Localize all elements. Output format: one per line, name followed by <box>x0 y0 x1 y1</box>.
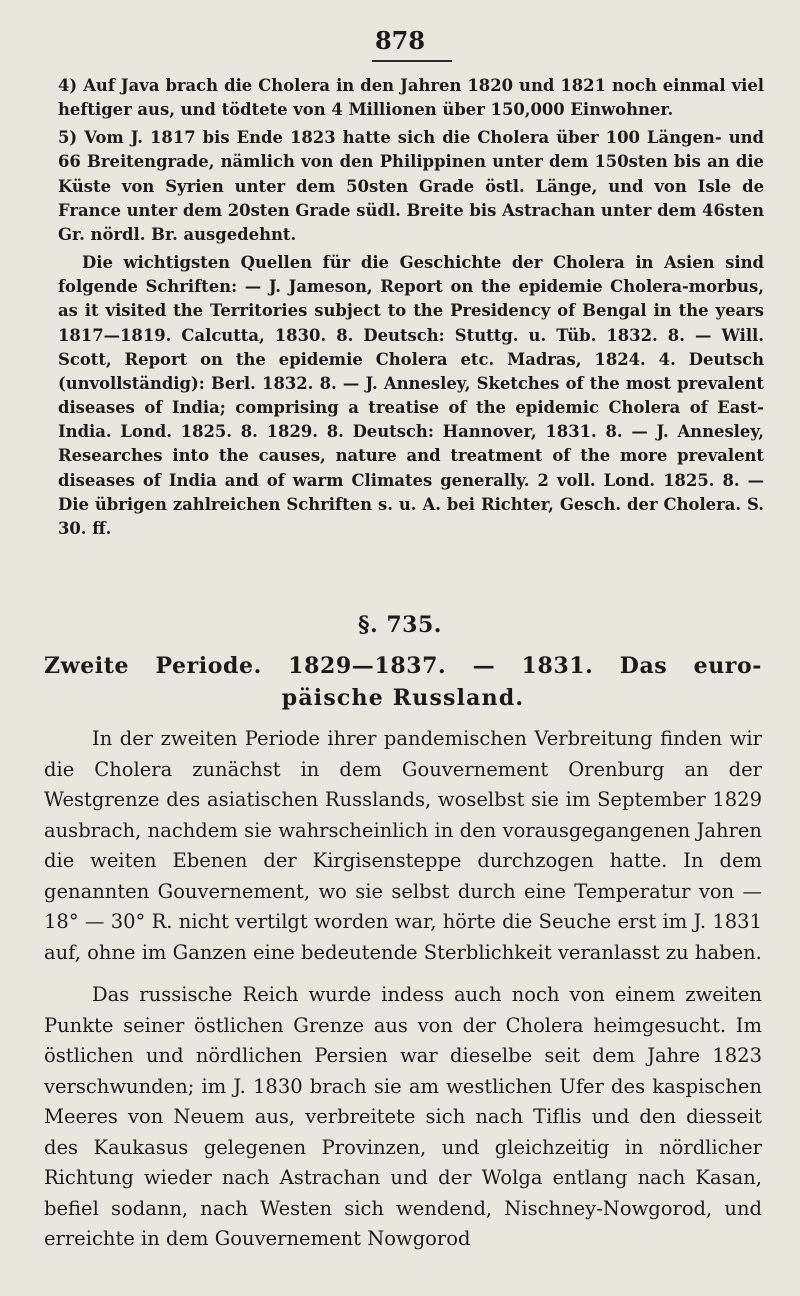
section-number: §. 735. <box>358 612 442 638</box>
footnote-5 <box>58 126 764 247</box>
page-number-rule <box>372 60 452 62</box>
footnote-text: Auf Java brach die Cholera in den Jahren 1820 und 1821 noch einmal viel heftiger aus, und tödtete von 4 Millionen über 150,000 Einwohner. <box>58 76 764 120</box>
footnote-number: 5) <box>58 128 78 148</box>
footnote-4 <box>58 74 764 122</box>
page-number: 878 <box>374 26 426 55</box>
section-title-line-2: päische Russland. <box>281 685 525 711</box>
footnotes <box>58 74 764 541</box>
footnote-number: 4) <box>58 76 78 95</box>
sources-note: Die wichtigsten Quellen für die Geschichte der Cholera in Asien sind folgende Schriften: — J. Jameson, Report on the epidemie Cholera-morbus, as it visited the Territories subject to the Presidency of Bengal in the years 1817—1819. Calcutta, 1830. 8. Deutsch: Stuttg. u. Tüb. 1832. 8. — Will. Scott, Report on the epidemie Cholera etc. Madras, 1824. 4. Deutsch (unvollständig): Berl. 1832. 8. — J. Annesley, Sketches of the most prevalent diseases of India; comprising a treatise of the epidemic Cholera of East-India. Lond. 1825. 8. 1829. 8. Deutsch: Hannover, 1831. 8. — J. Annesley, Researches into the causes, nature and treatment of the more prevalent diseases of India and of warm Climates generally. 2 voll. Lond. 1825. 8. — Die übrigen zahlreichen Schriften s. u. A. bei Richter, Gesch. der Cholera. S. 30. ff. <box>58 253 764 538</box>
section-title <box>44 650 762 714</box>
footnote-text: Vom J. 1817 bis Ende 1823 hatte sich die Cholera über 100 Längen- und 66 Breitengrade, nämlich von den Philippinen unter dem 150sten bis an die Küste von Syrien unter dem 50sten Grade östl. Länge, und von Isle de France unter dem 20sten Grade südl. Breite bis Astrachan unter dem 46sten Gr. nördl. Br. ausgedehnt. <box>58 128 764 244</box>
paragraph: In der zweiten Periode ihrer pandemischen Verbreitung finden wir die Cholera zunächst in dem Gouvernement Orenburg an der Westgrenze des asiatischen Russlands, woselbst sie im September 1829 ausbrach, nachdem sie wahrscheinlich in den vorausgegangenen Jahren die weiten Ebenen der Kirgisensteppe durchzogen hatte. In dem genannten Gouvernement, wo sie selbst durch eine Temperatur von — 18° — 30° R. nicht vertilgt worden war, hörte die Seuche erst im J. 1831 auf, ohne im Ganzen eine bedeutende Sterblichkeit veranlasst zu haben. <box>44 727 762 964</box>
paragraph: Das russische Reich wurde indess auch noch von einem zweiten Punkte seiner östlichen Grenze aus von der Cholera heimgesucht. Im östlichen und nördlichen Persien war dieselbe seit dem Jahre 1823 verschwunden; im J. 1830 brach sie am westlichen Ufer des kaspischen Meeres von Neuem aus, verbreitete sich nach Tiflis und den diesseit des Kaukasus gelegenen Provinzen, und gleichzeitig in nördlicher Richtung wieder nach Astrachan und der Wolga entlang nach Kasan, befiel sodann, nach Westen sich wendend, Nischney-Nowgorod, und erreichte in dem Gouvernement Nowgorod <box>44 983 762 1250</box>
body-text <box>44 724 762 1255</box>
section-title-line-1: Zweite Periode. 1829—1837. — 1831. Das euro- <box>44 653 762 679</box>
